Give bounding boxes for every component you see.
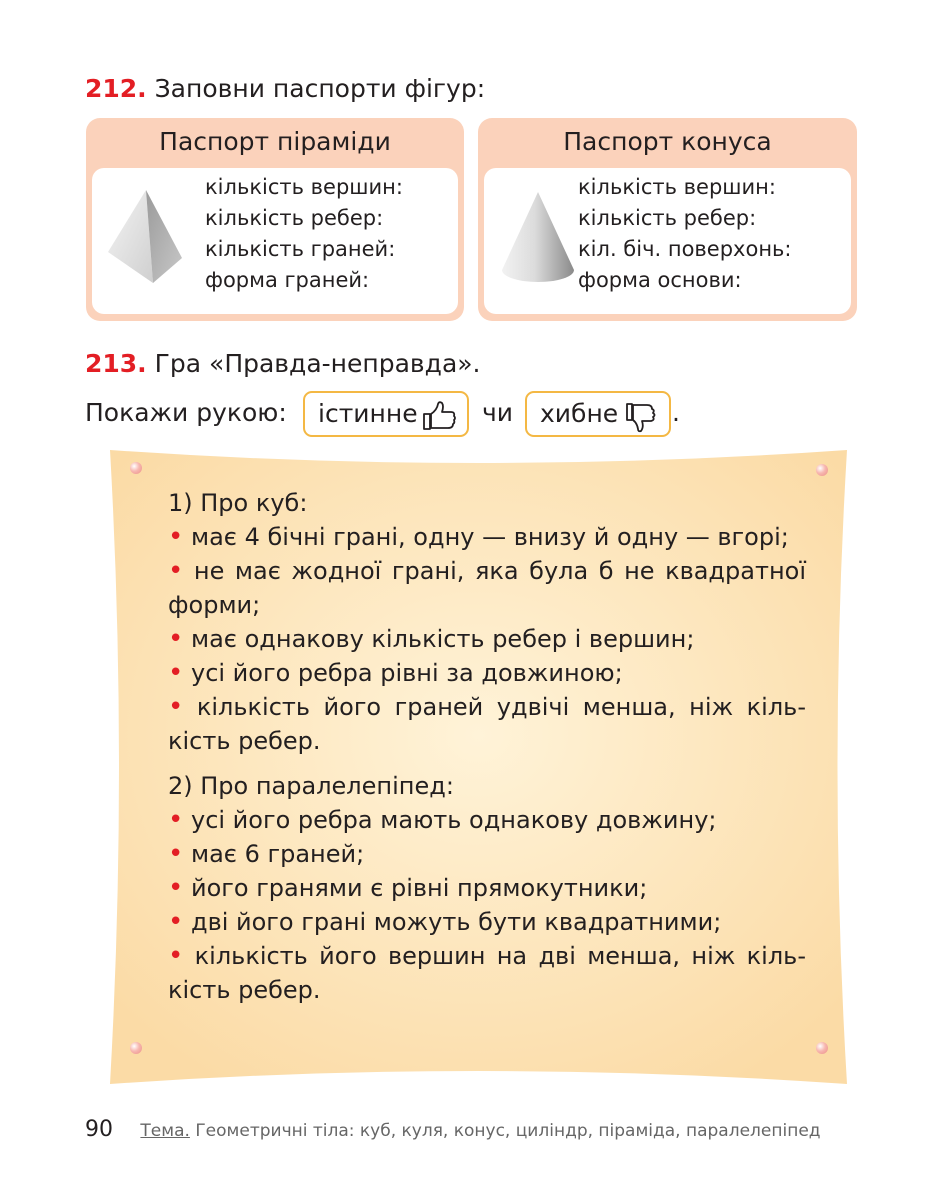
pin-decoration xyxy=(816,464,828,476)
page-footer xyxy=(85,1117,821,1142)
true-label: істинне xyxy=(318,399,418,428)
passport-card xyxy=(92,168,458,314)
section-heading: 1) Про куб: xyxy=(168,489,308,517)
true-chip xyxy=(303,391,469,437)
statement-item: • кількість його граней удвічі менша, ніж кіль-кість ребер. xyxy=(168,692,806,755)
passport-line: кіл. біч. поверхонь: xyxy=(578,237,792,261)
passport-line: кількість ребер: xyxy=(205,206,384,230)
passport-line: форма основи: xyxy=(578,268,742,292)
passport-title: Паспорт конуса xyxy=(563,127,772,156)
statements xyxy=(168,486,806,1007)
passport-lines xyxy=(578,172,792,296)
statement-item: • має однакову кількість ребер і вершин; xyxy=(168,624,695,654)
false-label: хибне xyxy=(540,399,619,428)
passport-line: кількість ребер: xyxy=(578,206,757,230)
task-number: 212. xyxy=(85,74,147,103)
statements-panel xyxy=(110,450,847,1084)
passport-pyramid xyxy=(86,118,464,321)
passport-line: кількість граней: xyxy=(205,237,396,261)
thumbs-up-icon xyxy=(421,401,457,431)
task-213-title xyxy=(85,349,481,379)
statement-item: • усі його ребра мають однакову довжину; xyxy=(168,805,717,835)
task-212-title xyxy=(85,74,485,104)
statement-item: • не має жодної грані, яка була б не квадратної форми; xyxy=(168,556,806,619)
task-number: 213. xyxy=(85,349,147,378)
passport-line: кількість вершин: xyxy=(578,175,776,199)
statement-item: • кількість його вершин на дві менша, ніж кіль-кість ребер. xyxy=(168,941,806,1004)
passport-card xyxy=(484,168,851,314)
cone-icon xyxy=(498,188,578,286)
passport-title: Паспорт піраміди xyxy=(159,127,391,156)
footer-topic: Геометричні тіла: куб, куля, конус, циліндр, піраміда, паралелепіпед xyxy=(195,1121,821,1141)
section-heading: 2) Про паралелепіпед: xyxy=(168,772,454,800)
pin-decoration xyxy=(816,1042,828,1054)
passport-line: кількість вершин: xyxy=(205,175,403,199)
passport-line: форма граней: xyxy=(205,268,370,292)
footer-label: Тема. xyxy=(140,1121,190,1141)
passport-cone xyxy=(478,118,857,321)
statement-item: • має 6 граней; xyxy=(168,839,365,869)
statement-item: • має 4 бічні грані, одну — внизу й одну — вгорі; xyxy=(168,522,789,552)
statement-item: • дві його грані можуть бути квадратними; xyxy=(168,907,722,937)
show-prefix: Покажи рукою: xyxy=(85,398,287,427)
page-number: 90 xyxy=(85,1117,113,1142)
pin-decoration xyxy=(130,1042,142,1054)
pin-decoration xyxy=(130,462,142,474)
task-text: Заповни паспорти фігур: xyxy=(154,74,486,103)
or-word: чи xyxy=(482,398,514,427)
statement-item: • його гранями є рівні прямокутники; xyxy=(168,873,648,903)
pyramid-icon xyxy=(106,188,192,284)
task-text: Гра «Правда-неправда». xyxy=(154,349,481,378)
passport-lines xyxy=(205,172,403,296)
end-dot: . xyxy=(672,398,680,427)
false-chip xyxy=(525,391,671,437)
statement-item: • усі його ребра рівні за довжиною; xyxy=(168,658,623,688)
thumbs-down-icon xyxy=(625,401,659,433)
